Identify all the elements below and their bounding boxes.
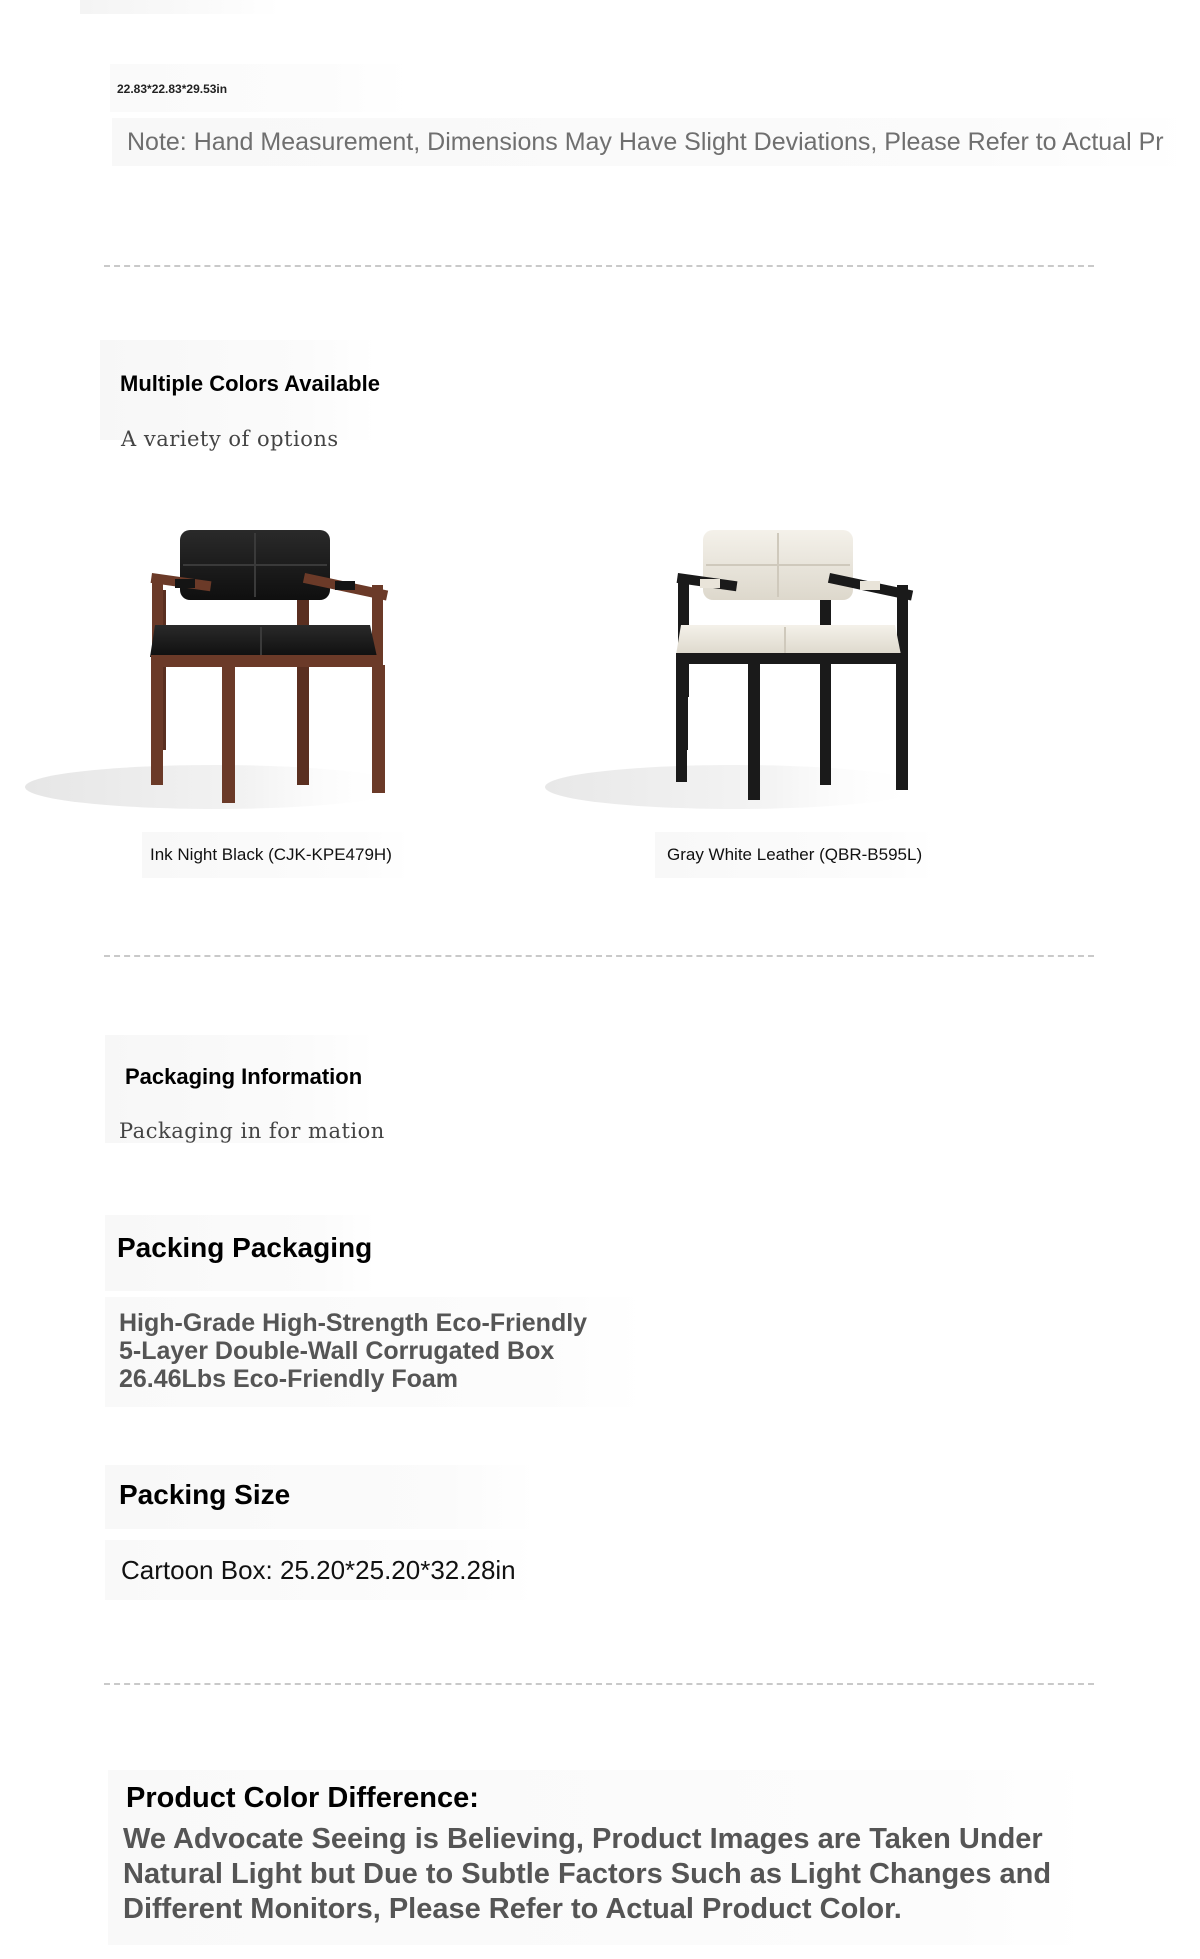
packing-line: 26.46Lbs Eco-Friendly Foam bbox=[119, 1365, 458, 1393]
walnut-frame-black-leather-chair-image bbox=[25, 505, 445, 835]
section-divider bbox=[104, 955, 1094, 957]
top-cropped-strip bbox=[80, 0, 280, 14]
measurement-note-text: Note: Hand Measurement, Dimensions May Have Slight Deviations, Please Refer to Actual Pr bbox=[127, 128, 1164, 156]
color-difference-line: We Advocate Seeing is Believing, Product Images are Taken Under bbox=[123, 1823, 1043, 1855]
packaging-section-header bbox=[105, 1035, 385, 1143]
box-size-text: Cartoon Box: 25.20*25.20*32.28in bbox=[121, 1555, 516, 1585]
section-divider bbox=[104, 1683, 1094, 1685]
section-divider bbox=[104, 265, 1094, 267]
packing-line: 5-Layer Double-Wall Corrugated Box bbox=[119, 1337, 555, 1365]
black-frame-white-leather-chair-image bbox=[545, 505, 965, 835]
packing-size-heading: Packing Size bbox=[119, 1479, 291, 1510]
product-card-gray-white-leather[interactable] bbox=[545, 505, 965, 835]
product-caption-box bbox=[142, 832, 410, 878]
packaging-section-title: Packaging Information bbox=[125, 1064, 363, 1089]
product-caption: Gray White Leather (QBR-B595L) bbox=[667, 845, 923, 864]
color-difference-line: Different Monitors, Please Refer to Actual Product Color. bbox=[123, 1893, 902, 1925]
packing-size-heading-box bbox=[105, 1465, 535, 1529]
color-difference-title: Product Color Difference: bbox=[126, 1782, 479, 1814]
dimensions-tag bbox=[110, 64, 410, 112]
product-card-ink-night-black[interactable] bbox=[25, 505, 445, 835]
color-difference-notice bbox=[108, 1770, 1088, 1945]
color-difference-line: Natural Light but Due to Subtle Factors Such as Light Changes and bbox=[123, 1858, 1052, 1890]
box-size-box bbox=[105, 1540, 535, 1600]
packing-materials bbox=[105, 1297, 645, 1407]
product-caption: Ink Night Black (CJK-KPE479H) bbox=[150, 845, 392, 864]
colors-section-title: Multiple Colors Available bbox=[120, 371, 380, 396]
packing-heading: Packing Packaging bbox=[117, 1232, 373, 1263]
packing-line: High-Grade High-Strength Eco-Friendly bbox=[119, 1309, 588, 1337]
dimensions-text: 22.83*22.83*29.53in bbox=[117, 82, 228, 96]
packing-heading-box bbox=[105, 1215, 375, 1291]
colors-section-header bbox=[100, 340, 380, 451]
measurement-note bbox=[112, 118, 1192, 166]
product-caption-box bbox=[655, 832, 935, 878]
packaging-section-subtitle: Packaging in for mation bbox=[119, 1119, 385, 1143]
colors-section-subtitle: A variety of options bbox=[121, 427, 339, 451]
